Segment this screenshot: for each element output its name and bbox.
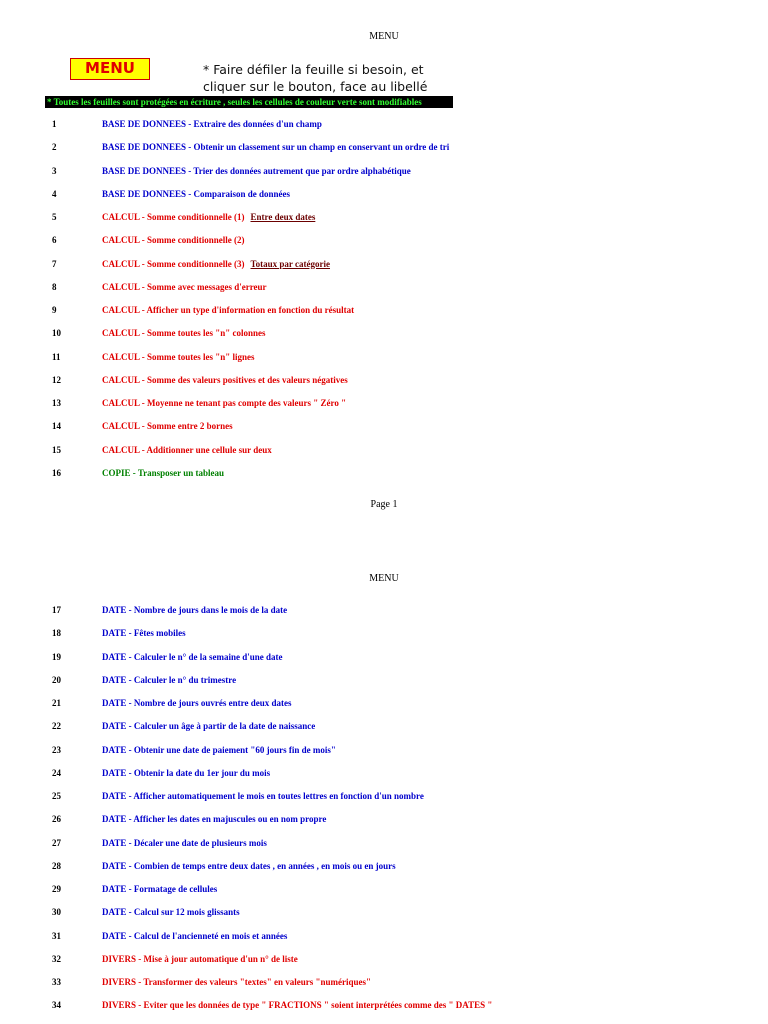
menu-item-number: 23 [52, 744, 61, 755]
menu-item-number: 20 [52, 674, 61, 685]
menu-item-number: 28 [52, 860, 61, 871]
menu-item-number: 16 [52, 467, 61, 478]
instruction-text: * Faire défiler la feuille si besoin, et cliquer sur le bouton, face au libellé [203, 62, 428, 94]
menu-item-title[interactable] [102, 233, 245, 247]
menu-item-title[interactable] [102, 419, 233, 433]
menu-item[interactable] [0, 836, 768, 850]
menu-item-label[interactable]: DATE - Calculer un âge à partir de la date de naissance [102, 721, 316, 732]
menu-item-title[interactable] [102, 905, 240, 919]
menu-item-label[interactable]: CALCUL - Somme avec messages d'erreur [102, 281, 267, 292]
menu-item-number: 32 [52, 953, 61, 964]
menu-item-title[interactable] [102, 187, 290, 201]
menu-item-label[interactable]: CALCUL - Somme toutes les "n" colonnes [102, 328, 266, 339]
menu-item-number: 19 [52, 651, 61, 662]
menu-item-label[interactable]: CALCUL - Somme toutes les "n" lignes [102, 351, 255, 362]
menu-item-label[interactable]: CALCUL - Somme entre 2 bornes [102, 421, 233, 432]
menu-item-number: 9 [52, 305, 57, 315]
menu-item-title[interactable] [102, 326, 266, 340]
menu-item-number: 34 [52, 1000, 61, 1011]
menu-item-number: 15 [52, 444, 61, 455]
menu-item-link[interactable]: Entre deux dates [250, 212, 316, 222]
menu-item[interactable] [0, 626, 768, 640]
menu-item-number: 10 [52, 328, 61, 339]
menu-item-number: 3 [52, 165, 57, 176]
menu-item-label[interactable]: DATE - Calcul sur 12 mois glissants [102, 907, 240, 918]
menu-item-label[interactable]: BASE DE DONNEES - Comparaison de données [102, 188, 291, 199]
menu-item-title[interactable] [102, 975, 371, 989]
menu-item[interactable] [0, 350, 768, 364]
menu-item-title[interactable] [102, 929, 287, 943]
menu-item-number: 6 [52, 235, 57, 246]
menu-item-title[interactable] [102, 466, 224, 480]
menu-item-title[interactable] [102, 743, 336, 757]
menu-item-number: 11 [52, 351, 61, 362]
menu-item-number: 27 [52, 837, 61, 848]
menu-item-label[interactable]: CALCUL - Somme conditionnelle (2) [102, 235, 245, 246]
menu-item[interactable] [0, 280, 768, 294]
menu-item[interactable] [0, 766, 768, 780]
menu-item[interactable] [0, 303, 768, 317]
menu-item[interactable] [0, 373, 768, 387]
menu-item-label[interactable]: DATE - Afficher automatiquement le mois en toutes lettres en fonction d'un nombre [102, 791, 424, 801]
menu-item-number: 8 [52, 281, 57, 292]
page-header-title-2: MENU [369, 573, 399, 584]
menu-item-title[interactable] [102, 164, 411, 178]
menu-item-title[interactable] [102, 673, 236, 687]
menu-item[interactable] [0, 929, 768, 943]
menu-item-title[interactable] [102, 998, 492, 1012]
menu-item-title[interactable] [102, 719, 315, 733]
menu-item-label[interactable]: DATE - Fêtes mobiles [102, 628, 186, 639]
menu-item-title[interactable] [102, 140, 449, 154]
menu-item-label[interactable]: DATE - Combien de temps entre deux dates , en années , en mois ou en jours [102, 860, 396, 871]
menu-item-title[interactable] [102, 650, 283, 664]
menu-item-label[interactable]: BASE DE DONNEES - Trier des données autrement que par ordre alphabétique [102, 165, 411, 176]
menu-item-number: 25 [52, 791, 61, 801]
menu-item-label[interactable]: DATE - Décaler une date de plusieurs mois [102, 837, 267, 848]
menu-item-label[interactable]: CALCUL - Somme des valeurs positives et des valeurs négatives [102, 374, 348, 385]
menu-item-title[interactable] [102, 836, 267, 850]
menu-item-label[interactable]: CALCUL - Somme conditionnelle (1) [102, 212, 245, 222]
menu-item-title[interactable] [102, 303, 354, 317]
menu-item-number: 21 [52, 698, 61, 708]
menu-item-label[interactable]: DIVERS - Mise à jour automatique d'un n° de liste [102, 953, 298, 964]
menu-item-title[interactable] [102, 117, 322, 131]
menu-item[interactable] [0, 743, 768, 757]
menu-item[interactable] [0, 210, 768, 224]
menu-item-label[interactable]: DATE - Nombre de jours ouvrés entre deux dates [102, 698, 292, 708]
menu-item-label[interactable]: DATE - Calculer le n° de la semaine d'une date [102, 651, 283, 662]
menu-item-title[interactable] [102, 766, 270, 780]
menu-item-number: 33 [52, 977, 61, 987]
menu-item[interactable] [0, 326, 768, 340]
menu-item-label[interactable]: DIVERS - Eviter que les données de type " FRACTIONS " soient interprétées comme des " DATES " [102, 1000, 493, 1011]
menu-item[interactable] [0, 859, 768, 873]
menu-item-number: 29 [52, 884, 61, 894]
menu-item-number: 2 [52, 142, 57, 153]
menu-item[interactable] [0, 187, 768, 201]
menu-item-label[interactable]: DATE - Obtenir une date de paiement "60 jours fin de mois" [102, 744, 336, 755]
menu-item[interactable] [0, 812, 768, 826]
page-footer: Page 1 [370, 499, 398, 510]
menu-item-number: 1 [52, 119, 57, 129]
menu-item-number: 30 [52, 907, 61, 918]
menu-item-number: 14 [52, 421, 61, 432]
menu-item-title[interactable] [102, 280, 267, 294]
menu-item[interactable] [0, 466, 768, 480]
menu-item-number: 24 [52, 767, 61, 778]
menu-item[interactable] [0, 719, 768, 733]
menu-item-number: 18 [52, 628, 61, 639]
menu-item-number: 22 [52, 721, 61, 732]
menu-item-title[interactable] [102, 350, 255, 364]
menu-button[interactable]: MENU [70, 58, 150, 80]
menu-item-title[interactable] [102, 257, 330, 271]
menu-item-number: 7 [52, 258, 57, 269]
menu-item[interactable] [0, 673, 768, 687]
menu-item[interactable] [0, 975, 768, 989]
menu-item-number: 5 [52, 212, 57, 222]
menu-item[interactable] [0, 443, 768, 457]
menu-item[interactable] [0, 905, 768, 919]
menu-item-label[interactable]: DATE - Calcul de l'ancienneté en mois et années [102, 930, 288, 941]
protection-notice: * Toutes les feuilles sont protégées en écriture , seules les cellules de couleur verte sont modifiables [45, 96, 453, 108]
menu-item-title[interactable] [102, 952, 298, 966]
menu-item-title[interactable] [102, 789, 424, 803]
menu-item-number: 17 [52, 605, 61, 615]
menu-item[interactable] [0, 650, 768, 664]
menu-item[interactable] [0, 233, 768, 247]
menu-item-title[interactable] [102, 696, 292, 710]
menu-item-number: 12 [52, 374, 61, 385]
menu-item[interactable] [0, 419, 768, 433]
menu-item-title[interactable] [102, 210, 315, 224]
menu-item-label[interactable]: BASE DE DONNEES - Extraire des données d'un champ [102, 119, 322, 129]
menu-item-number: 4 [52, 188, 57, 199]
menu-item-label[interactable]: CALCUL - Afficher un type d'information en fonction du résultat [102, 305, 355, 315]
menu-item-number: 13 [52, 398, 61, 408]
menu-item-label[interactable]: BASE DE DONNEES - Obtenir un classement sur un champ en conservant un ordre de tri [102, 142, 450, 153]
menu-item[interactable] [0, 396, 768, 410]
menu-item-number: 31 [52, 930, 61, 941]
menu-item-label[interactable]: CALCUL - Additionner une cellule sur deux [102, 444, 272, 455]
menu-item[interactable] [0, 117, 768, 131]
menu-item-title[interactable] [102, 859, 396, 873]
menu-item[interactable] [0, 257, 768, 271]
menu-item[interactable] [0, 882, 768, 896]
page-header-title: MENU [369, 31, 399, 42]
menu-item-title[interactable] [102, 626, 186, 640]
menu-item-link[interactable]: Totaux par catégorie [250, 258, 330, 269]
menu-item-number: 26 [52, 814, 61, 825]
menu-item-title[interactable] [102, 603, 287, 617]
menu-item-label[interactable]: DATE - Calculer le n° du trimestre [102, 674, 237, 685]
menu-item[interactable] [0, 603, 768, 617]
menu-item[interactable] [0, 696, 768, 710]
menu-item-title[interactable] [102, 443, 272, 457]
menu-item-label[interactable]: DATE - Nombre de jours dans le mois de la date [102, 605, 288, 615]
menu-item-title[interactable] [102, 882, 217, 896]
menu-item-label[interactable]: COPIE - Transposer un tableau [102, 467, 225, 478]
menu-item-label[interactable]: DATE - Afficher les dates en majuscules ou en nom propre [102, 814, 327, 825]
menu-item-title[interactable] [102, 812, 326, 826]
menu-item-label[interactable]: DATE - Formatage de cellules [102, 884, 218, 894]
menu-item[interactable] [0, 140, 768, 154]
menu-item-label[interactable]: CALCUL - Moyenne ne tenant pas compte des valeurs " Zéro " [102, 398, 347, 408]
menu-item-label[interactable]: DIVERS - Transformer des valeurs "textes" en valeurs "numériques" [102, 977, 371, 987]
menu-item[interactable] [0, 789, 768, 803]
menu-item-title[interactable] [102, 396, 346, 410]
menu-item-title[interactable] [102, 373, 348, 387]
menu-item-label[interactable]: DATE - Obtenir la date du 1er jour du mois [102, 767, 271, 778]
menu-item[interactable] [0, 998, 768, 1012]
menu-item[interactable] [0, 164, 768, 178]
menu-item[interactable] [0, 952, 768, 966]
menu-item-label[interactable]: CALCUL - Somme conditionnelle (3) [102, 258, 245, 269]
